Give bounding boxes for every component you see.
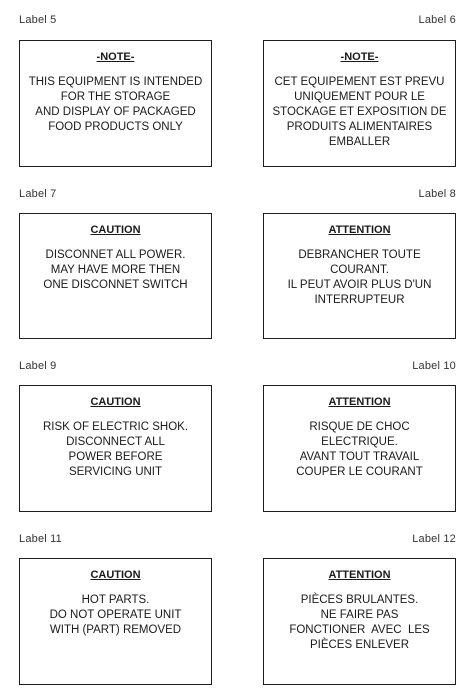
label-8-line: IL PEUT AVOIR PLUS D'UN [287, 279, 432, 291]
label-12-line: FONCTIONER AVEC LES [289, 624, 430, 636]
label-10-line: AVANT TOUT TRAVAIL [299, 451, 420, 463]
label-8-line: COURANT. [330, 264, 389, 276]
label-12-title: Label 12 [412, 533, 456, 545]
label-11-line: HOT PARTS. [81, 594, 150, 606]
label-8-line: INTERRUPTEUR [314, 294, 405, 306]
label-10-heading: ATTENTION [328, 396, 391, 408]
label-5-line: FOOD PRODUCTS ONLY [48, 121, 183, 133]
label-9-line: SERVICING UNIT [68, 466, 163, 478]
label-8-text [264, 248, 455, 308]
label-11-line: WITH (PART) REMOVED [49, 624, 182, 636]
label-6-line: EMBALLER [328, 136, 391, 148]
label-11-heading: CAUTION [90, 569, 141, 581]
label-9-heading: CAUTION [90, 396, 141, 408]
label-7-line: DISCONNET ALL POWER. [45, 249, 186, 261]
label-6-line: UNIQUEMENT POUR LE [294, 91, 425, 103]
label-5-line: THIS EQUIPMENT IS INTENDED [28, 76, 203, 88]
label-10-line: RISQUE DE CHOC [309, 421, 410, 433]
label-11-line: DO NOT OPERATE UNIT [49, 609, 182, 621]
label-10-line: COUPER LE COURANT [296, 466, 423, 478]
label-5-line: AND DISPLAY OF PACKAGED [35, 106, 196, 118]
label-7-heading: CAUTION [90, 224, 141, 236]
label-5-title: Label 5 [19, 14, 57, 26]
label-7-text [20, 248, 211, 293]
label-9-line: POWER BEFORE [68, 451, 163, 463]
label-9-line: DISCONNECT ALL [66, 436, 165, 448]
label-6-title: Label 6 [418, 14, 456, 26]
label-5-heading: -NOTE- [96, 51, 135, 63]
label-12-panel [263, 558, 456, 685]
label-9-panel [19, 385, 212, 512]
label-7-panel [19, 213, 212, 339]
label-6-text [264, 75, 455, 150]
label-9-title: Label 9 [19, 360, 57, 372]
label-7-title: Label 7 [19, 188, 57, 200]
label-12-line: PIÈCES ENLEVER [309, 639, 410, 651]
label-12-line: NE FAIRE PAS [320, 609, 399, 621]
label-6-line: CET EQUIPEMENT EST PREVU [274, 76, 445, 88]
label-9-text [20, 420, 211, 480]
label-6-heading: -NOTE- [340, 51, 379, 63]
label-12-heading: ATTENTION [328, 569, 391, 581]
label-6-panel [263, 40, 456, 167]
label-7-line: ONE DISCONNET SWITCH [43, 279, 188, 291]
label-5-line: FOR THE STORAGE [60, 91, 171, 103]
label-11-panel [19, 558, 212, 685]
label-7-line: MAY HAVE MORE THEN [50, 264, 181, 276]
label-10-line: ELECTRIQUE. [321, 436, 398, 448]
label-10-panel [263, 385, 456, 512]
label-11-text [20, 593, 211, 638]
label-9-line: RISK OF ELECTRIC SHOK. [42, 421, 189, 433]
label-8-title: Label 8 [418, 188, 456, 200]
label-6-line: STOCKAGE ET EXPOSITION DE [272, 106, 447, 118]
label-11-title: Label 11 [19, 533, 62, 545]
label-6-line: PRODUITS ALIMENTAIRES [286, 121, 433, 133]
label-5-text [20, 75, 211, 135]
label-10-title: Label 10 [412, 360, 456, 372]
label-8-panel [263, 213, 456, 339]
label-12-line: PIÈCES BRULANTES. [300, 594, 419, 606]
label-10-text [264, 420, 455, 480]
label-12-text [264, 593, 455, 653]
label-8-line: DEBRANCHER TOUTE [298, 249, 421, 261]
label-8-heading: ATTENTION [328, 224, 391, 236]
label-5-panel [19, 40, 212, 167]
